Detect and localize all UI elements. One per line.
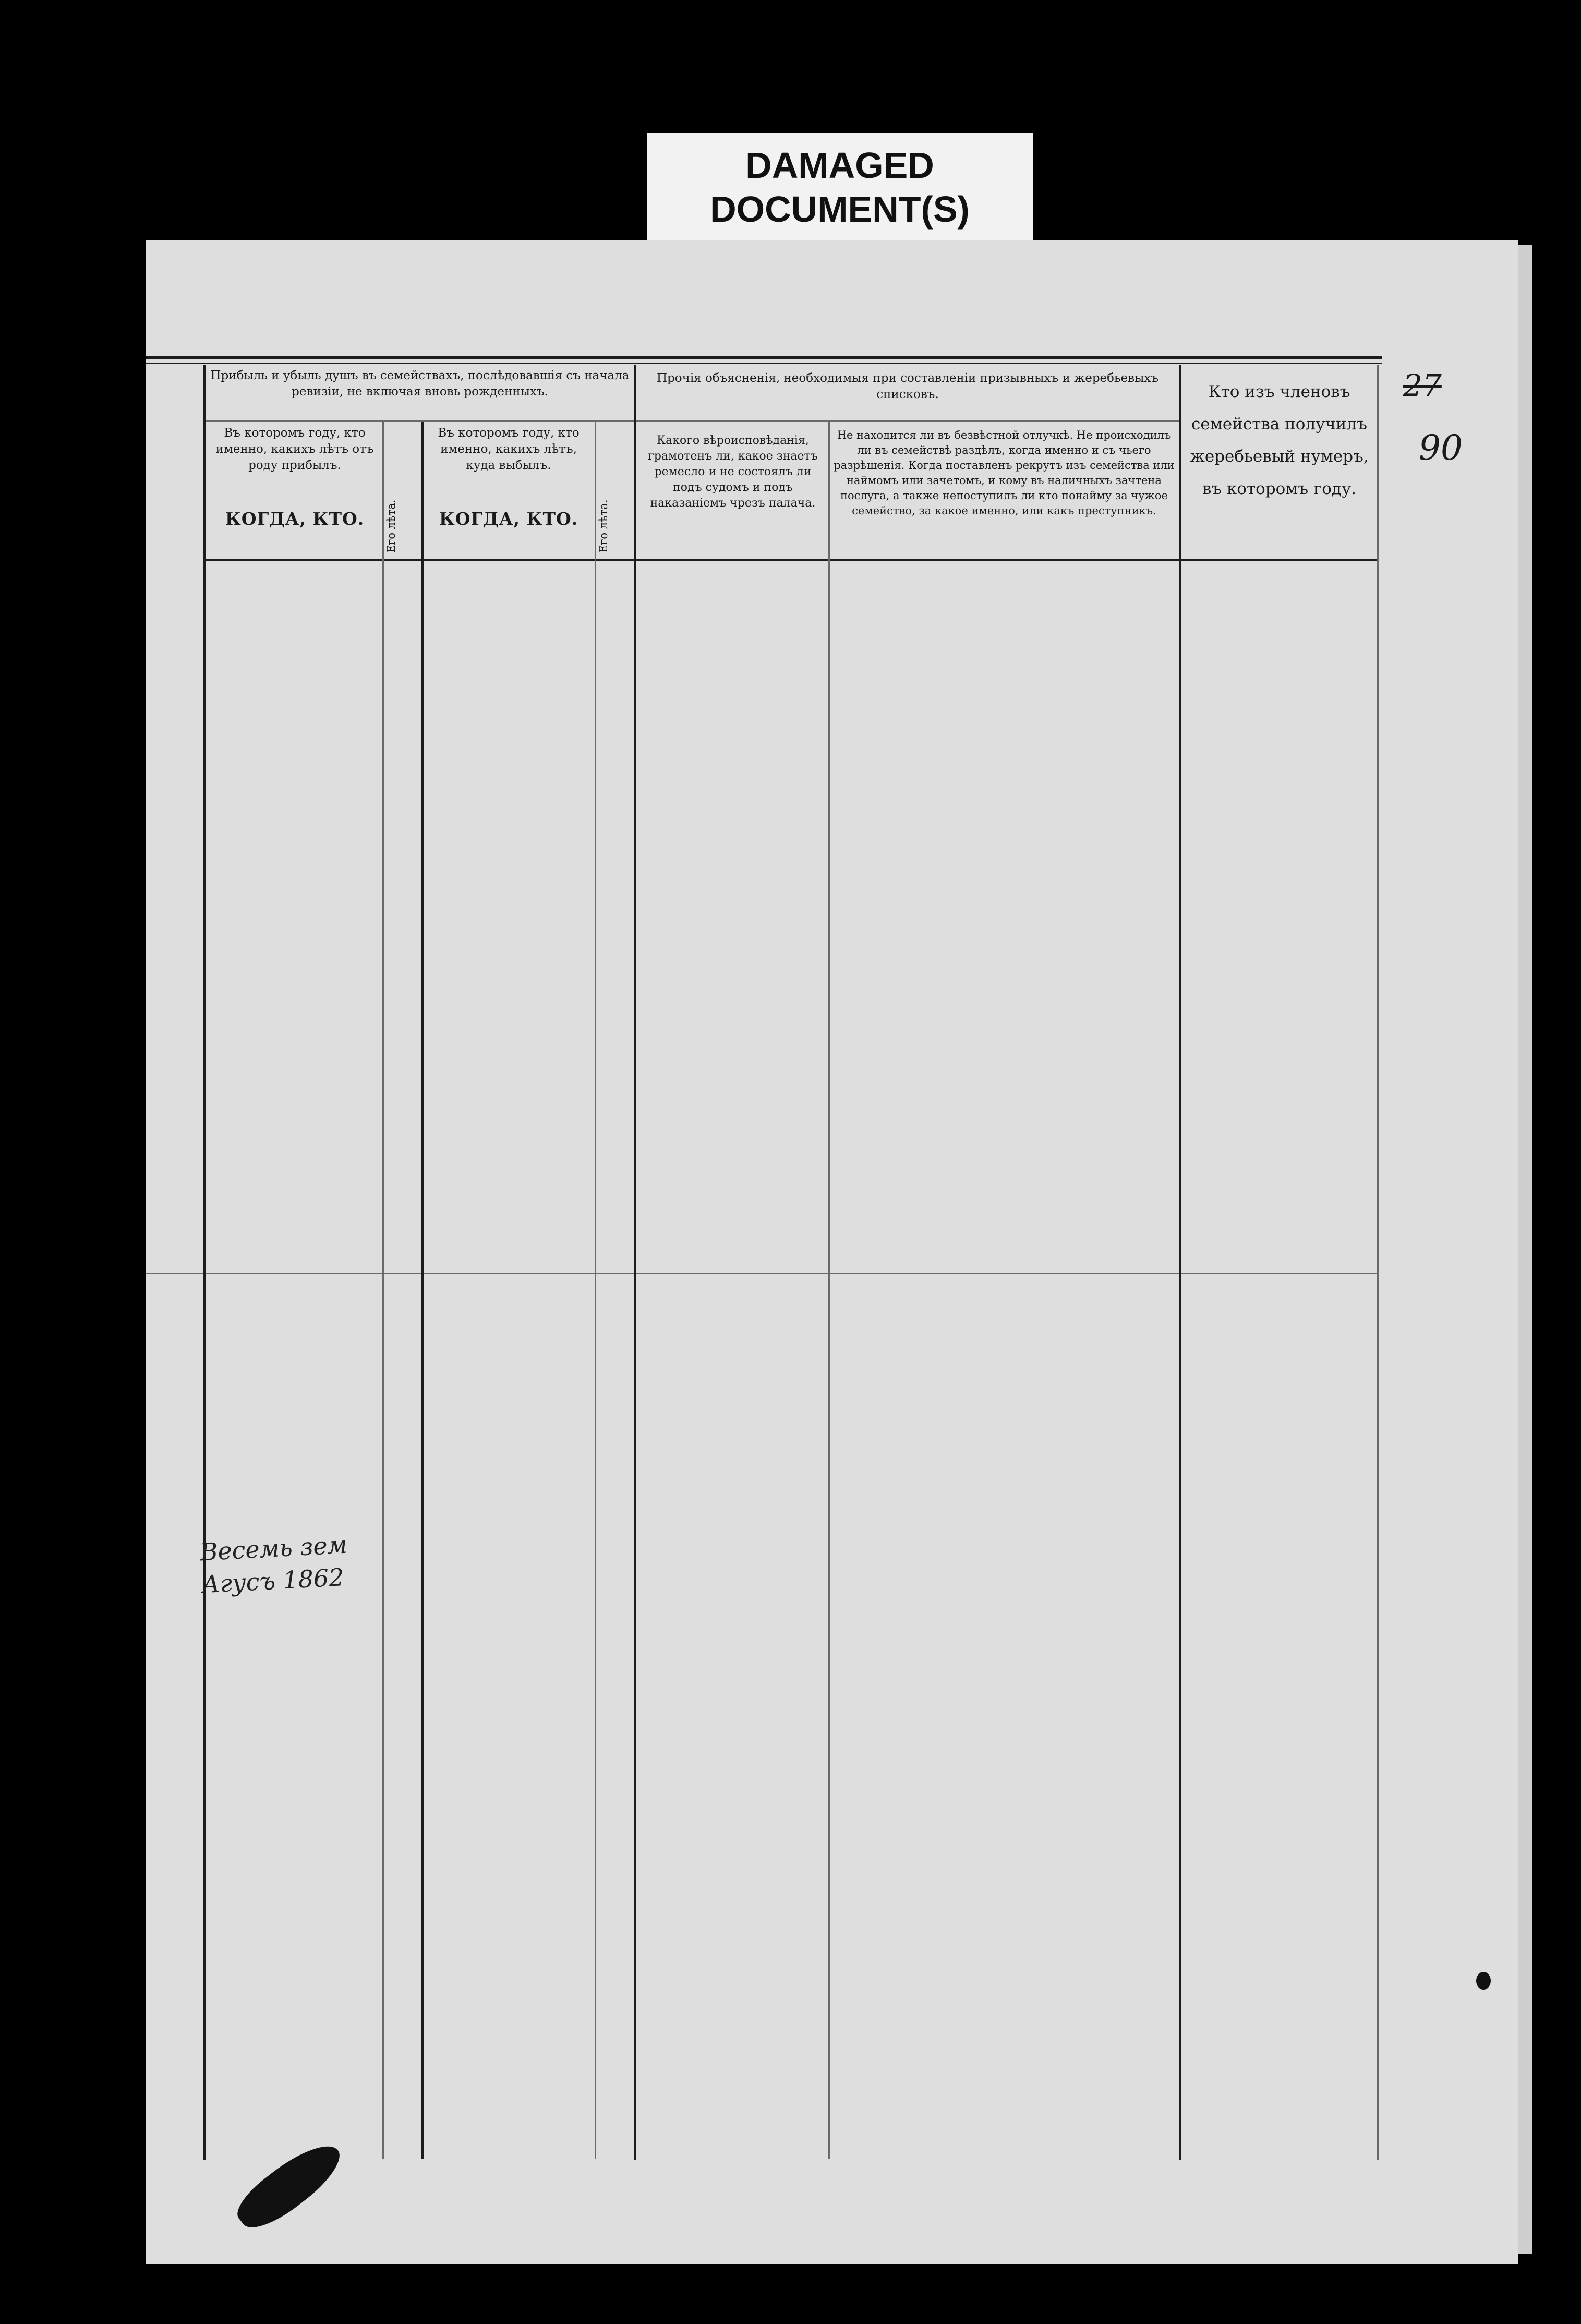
folio-new-number: 90 [1419, 428, 1463, 468]
col-rule-3 [421, 422, 424, 2159]
header-when-who-arrived: КОГДА, КТО. [225, 509, 365, 529]
midpage-fold-line [146, 1273, 1377, 1274]
damaged-document-stamp [647, 133, 1033, 245]
header-arrived: Въ которомъ году, кто именно, какихъ лѣтъ отъ роду прибылъ. [215, 426, 374, 472]
handwritten-entry-line-1: Весемь зем [199, 1530, 348, 1567]
header-departed: Въ которомъ году, кто именно, какихъ лѣтъ, куда выбылъ. [438, 426, 580, 472]
paper-hole [1476, 1972, 1491, 1990]
ledger-page [146, 240, 1518, 2264]
top-rule-double-1 [146, 356, 1382, 359]
header-group-arrivals-departures: Прибыль и убыль душъ въ семействахъ, послѣдовавшія съ начала ревизіи, не включая вновь рожденныхъ. [210, 369, 630, 399]
subheader-rule-middle [634, 420, 1181, 422]
stamp-line-2: DOCUMENT(S) [710, 189, 970, 230]
header-religion-literacy: Какого вѣроисповѣданія, грамотенъ ли, какое знаетъ ремесло и не состоялъ ли подъ судомъ и подъ наказаніемъ чрезъ палача. [648, 434, 818, 510]
col-rule-4 [595, 422, 596, 2159]
col-rule-1 [203, 365, 206, 2160]
header-absence-recruitment: Не находится ли въ безвѣстной отлучкѣ. Не происходилъ ли въ семействѣ раздѣлъ, когда именно и съ чьего разрѣшенія. Когда поставленъ рекрутъ изъ семейства или наймомъ или зачетомъ, и кому въ наличныхъ зачтена послуга, а также непоступилъ ли кто понайму за чужое семейство, за какое именно, или какъ преступникъ. [834, 429, 1175, 517]
header-when-who-departed: КОГДА, КТО. [439, 509, 578, 529]
header-age-arrived: Его лѣта. [385, 499, 397, 553]
folio-old-number: 27 [1403, 368, 1442, 403]
col-rule-6 [828, 422, 830, 2159]
header-group-conscription: Прочія объясненія, необходимыя при составленіи призывныхъ и жеребьевыхъ списковъ. [656, 371, 1158, 401]
handwritten-entry [199, 1526, 390, 1601]
subheader-rule-left [203, 420, 636, 422]
col-rule-8 [1377, 365, 1379, 2160]
header-lot-number: Кто изъ членовъ семейства получилъ жеребьевый нумеръ, въ которомъ году. [1190, 382, 1369, 498]
top-rule-double-2 [146, 363, 1382, 364]
col-rule-7 [1179, 365, 1181, 2160]
col-rule-2 [382, 422, 384, 2159]
stamp-line-1: DAMAGED [745, 145, 934, 186]
handwritten-entry-line-2: Агусъ 1862 [201, 1563, 345, 1599]
header-age-departed: Его лѣта. [597, 499, 610, 553]
col-rule-5 [634, 365, 636, 2160]
header-bottom-rule [203, 559, 1377, 561]
